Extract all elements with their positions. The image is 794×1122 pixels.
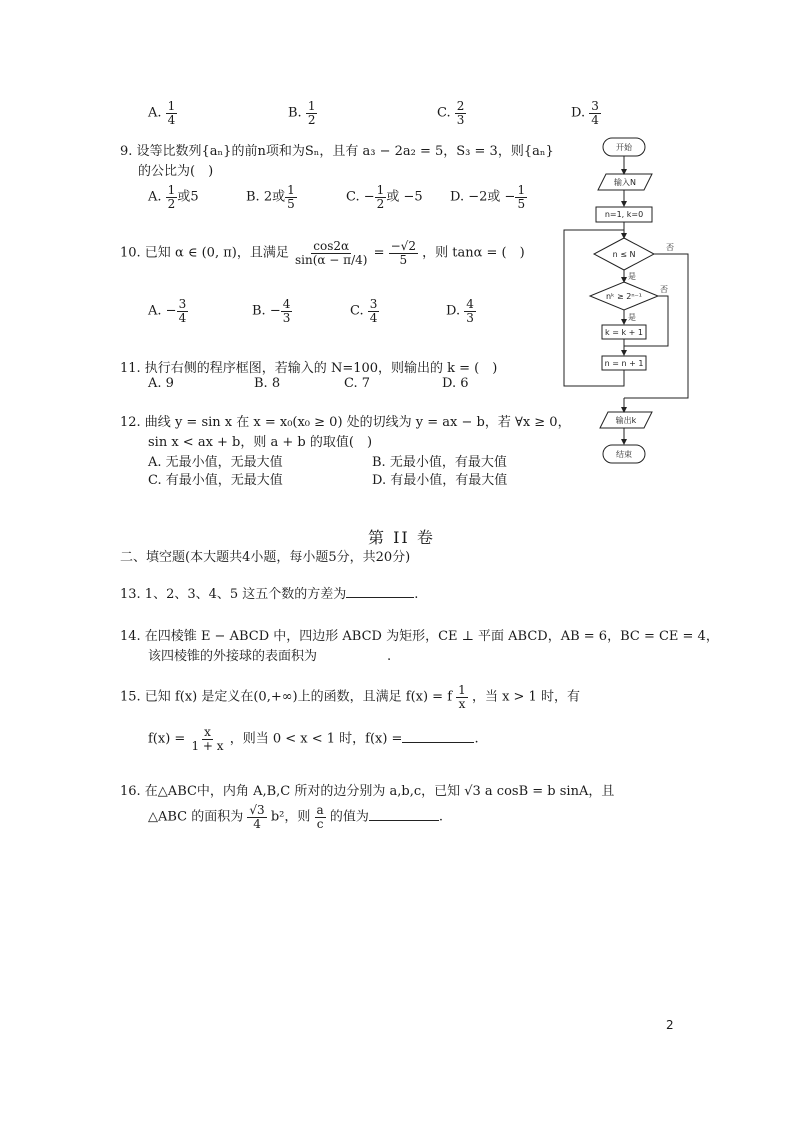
part2-title: 第 II 卷 [368,528,435,547]
q10-option-b: B. − $\frac{4}{3}$ [252,297,291,325]
part2-heading: 二、填空题(本大题共4小题，每小题5分，共20分) [120,550,411,565]
flowchart-init-label: n=1, k=0 [604,210,644,219]
page-number: 2 [666,1018,674,1032]
q12-option-d: D. 有最小值，有最大值 [372,473,508,488]
q12-option-a: A. 无最小值，无最大值 [148,455,283,470]
q8-option-d: D. $\frac{3}{4}$ [571,99,599,127]
q14-line2: 该四棱锥的外接球的表面积为 . [148,649,392,664]
q8-option-c: C. $\frac{2}{3}$ [437,99,465,127]
q16-line1: 16. 在△ABC中，内角 A,B,C 所对的边分别为 a,b,c，已知 √3 a cosB = b sinA，且 [120,784,615,799]
q9-line2: 的公比为( ) [138,164,214,179]
q15-line2: f(x) = $\frac{x}{1 + x}$ ，则当 0 < x < 1 时，f(x) = . [148,725,479,753]
q11-option-a: A. 9 [148,376,174,391]
flowchart-condition1-label: n ≤ N [612,250,636,259]
flowchart-yes2-label: 是 [628,313,636,322]
q10-option-a: A. − $\frac{3}{4}$ [148,297,187,325]
q14-line1: 14. 在四棱锥 E − ABCD 中，四边形 ABCD 为矩形，CE ⊥ 平面 ABCD，AB = 6，BC = CE = 4， [120,629,719,644]
q15-line1: 15. 已知 f(x) 是定义在(0,+∞)上的函数，且满足 f(x) = f $\frac{1}{x}$ ，当 x > 1 时，有 [120,683,580,711]
q9-option-a: A. $\frac{1}{2}$ 或5 [148,183,199,211]
q12-option-b: B. 无最小值，有最大值 [372,455,507,470]
q9-line1: 9. 设等比数列{aₙ}的前n项和为Sₙ，且有 a₃ − 2a₂ = 5，S₃ = 3，则{aₙ} [120,144,554,159]
q8-option-b: B. $\frac{1}{2}$ [288,99,316,127]
q15-answer-blank[interactable] [402,729,474,743]
q11-option-b: B. 8 [254,376,281,391]
q16-line2: △ABC 的面积为 $\frac{√3}{4}$ b²，则 $\frac{a}{c}$ 的值为 . [148,803,443,831]
q13: 13. 1、2、3、4、5 这五个数的方差为 . [120,583,418,602]
q10-option-c: C. $\frac{3}{4}$ [350,297,378,325]
flowchart-input-label: 输入N [614,178,636,187]
q9-option-d: D. −2或 − $\frac{1}{5}$ [450,183,526,211]
q12-option-c: C. 有最小值，无最大值 [148,473,283,488]
q11-stem: 11. 执行右侧的程序框图，若输入的 N=100，则输出的 k = ( ) [120,361,498,376]
flowchart-no2-label: 否 [660,285,668,294]
flowchart-step-n-label: n = n + 1 [604,359,644,368]
q16-answer-blank[interactable] [369,807,439,821]
q10-option-d: D. $\frac{4}{3}$ [446,297,474,325]
q8-option-a: A. $\frac{1}{4}$ [148,99,176,127]
q11-option-d: D. 6 [442,376,469,391]
q10-stem: 10. 已知 α ∈ (0, π)，且满足 $\frac{\cos 2\alpha}{\sin(\alpha - \pi/4)}$ = $\frac{-√2}{5}$ ，则 tanα = ( ) [120,239,525,267]
q11-option-c: C. 7 [344,376,371,391]
flowchart-no-label: 否 [666,243,674,252]
flowchart-step-k-label: k = k + 1 [605,328,643,337]
flowchart-end-label: 结束 [616,450,632,459]
q9-option-c: C. − $\frac{1}{2}$ 或 −5 [346,183,423,211]
flowchart-condition2-label: nᵏ ≥ 2ⁿ⁻¹ [606,292,642,301]
flowchart [556,130,696,475]
flowchart-start-label: 开始 [616,143,632,152]
flowchart-yes-label: 是 [628,272,636,281]
q13-answer-blank[interactable] [346,584,414,598]
flowchart-output-label: 输出k [615,416,637,425]
q12-line2: sin x < ax + b，则 a + b 的取值( ) [148,435,373,450]
q12-line1: 12. 曲线 y = sin x 在 x = x₀(x₀ ≥ 0) 处的切线为 y = ax − b，若 ∀x ≥ 0， [120,415,571,430]
q9-option-b: B. 2或 $\frac{1}{5}$ [246,183,295,211]
